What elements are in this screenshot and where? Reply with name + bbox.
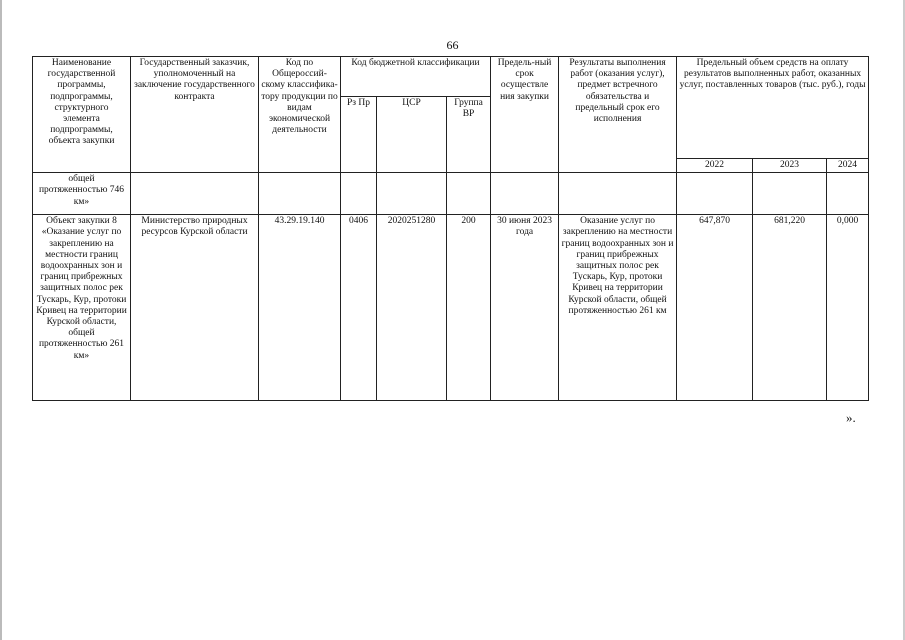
header-year-2023: 2023 — [753, 159, 827, 173]
closing-mark: ». — [846, 410, 856, 425]
row-deadline: 30 июня 2023 года — [491, 215, 559, 401]
row-customer: Министерство природных ресурсов Курской области — [131, 215, 259, 401]
row-rzpr: 0406 — [341, 215, 377, 401]
table-row — [33, 173, 869, 215]
row-csr: 2020251280 — [377, 215, 447, 401]
header-okpd: Код по Общероссий-скому классифика-тору продукции по видам экономической деятельности — [259, 57, 341, 173]
row-value-2023: 681,220 — [753, 215, 827, 401]
page-number: 66 — [446, 38, 459, 52]
header-budget-code: Код бюджетной классификации — [341, 57, 491, 97]
row-okpd: 43.29.19.140 — [259, 215, 341, 401]
header-customer: Государственный заказчик, уполномоченный на заключение государственного контракта — [131, 57, 259, 173]
table-row — [33, 215, 869, 401]
row-results: Оказание услуг по закреплению на местности границ водоохранных зон и границ прибрежных защитных полос рек Тускарь, Кур, протоки Кривец на территории Курской области, общей протяженностью 261 км — [559, 215, 677, 401]
row-value-2022: 647,870 — [677, 215, 753, 401]
header-year-2022: 2022 — [677, 159, 753, 173]
scan-mark — [0, 0, 2, 640]
header-vr: Группа ВР — [447, 97, 491, 173]
header-rzpr: Рз Пр — [341, 97, 377, 173]
continuation-name: общей протяженностью 746 км» — [33, 173, 131, 215]
procurement-table — [32, 56, 869, 401]
header-results: Результаты выполнения работ (оказания услуг), предмет встречного обязательства и предельный срок его исполнения — [559, 57, 677, 173]
header-deadline: Предель-ный срок осуществле ния закупки — [491, 57, 559, 173]
header-name: Наименование государственной программы, подпрограммы, структурного элемента подпрограммы, объекта закупки — [33, 57, 131, 173]
row-value-2024: 0,000 — [827, 215, 869, 401]
header-year-2024: 2024 — [827, 159, 869, 173]
header-csr: ЦСР — [377, 97, 447, 173]
row-name: Объект закупки 8 «Оказание услуг по закреплению на местности границ водоохранных зон и границ прибрежных защитных полос рек Тускарь, Кур, протоки Кривец на территории Курской области, общей протяженностью 261 км» — [33, 215, 131, 401]
row-vr: 200 — [447, 215, 491, 401]
header-limit: Предельный объем средств на оплату результатов выполненных работ, оказанных услуг, поставленных товаров (тыс. руб.), годы — [677, 57, 869, 159]
